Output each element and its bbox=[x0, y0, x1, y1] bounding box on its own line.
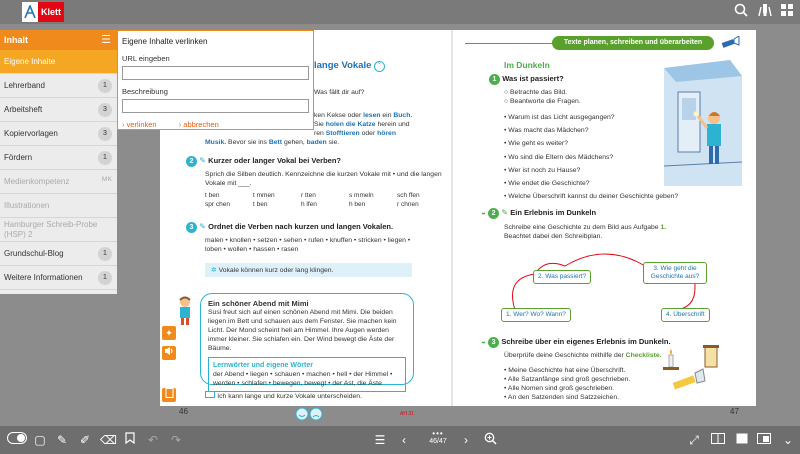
sidebar-item-label: Kopiervorlagen bbox=[4, 129, 58, 138]
menu-icon[interactable]: ☰ bbox=[101, 34, 111, 46]
undo-icon[interactable]: ↶ bbox=[147, 433, 159, 447]
klett-logo[interactable] bbox=[22, 2, 66, 22]
sidebar-item-label: Medienkompetenz bbox=[4, 177, 70, 186]
lernwoerter-box bbox=[208, 357, 406, 392]
fullscreen-icon[interactable]: ⤢ bbox=[689, 433, 699, 447]
right-task-3-text: Überprüfe deine Geschichte mithilfe der Checkliste. bbox=[504, 352, 662, 359]
url-label: URL eingeben bbox=[122, 54, 170, 63]
task-2-number: 2 bbox=[186, 156, 197, 167]
task-3-number: 3 bbox=[186, 222, 197, 233]
dark-room-illustration bbox=[660, 58, 745, 188]
right-task-3-number: 3 bbox=[488, 337, 499, 348]
count-badge: 1 bbox=[98, 247, 112, 261]
pencil-icon: ✎ bbox=[199, 156, 206, 165]
checklist-item: • Alle Nomen sind groß geschrieben. bbox=[504, 385, 615, 392]
plan-node-1: 1. Wer? Wo? Wann? bbox=[501, 308, 571, 322]
search-icon[interactable] bbox=[732, 3, 750, 21]
task-1-sub-2: ○ Beantworte die Fragen. bbox=[504, 98, 581, 105]
lernwoerter-title: Lernwörter und eigene Wörter bbox=[213, 362, 313, 369]
question-list bbox=[504, 111, 679, 203]
story-title: Ein schöner Abend mit Mimi bbox=[208, 299, 309, 308]
task-1-number: 1 bbox=[489, 74, 500, 85]
popup-actions bbox=[122, 120, 309, 129]
left-page-number: 46 bbox=[179, 407, 188, 416]
task-3-words: malen • knollen • setzen • sehen • rufen • knuffen • stricken • liegen • loben • wollen • hassen • rasen bbox=[205, 237, 411, 253]
task-1-title: Was ist passiert? bbox=[502, 74, 564, 83]
sidebar-item-label: Fördern bbox=[4, 153, 33, 162]
pencil-icon: ✎ bbox=[199, 222, 206, 231]
right-section-title: Im Dunkeln bbox=[504, 60, 550, 70]
banner-line bbox=[465, 43, 553, 44]
grid-icon[interactable] bbox=[778, 3, 796, 21]
count-badge: 3 bbox=[98, 127, 112, 141]
count-badge: 1 bbox=[98, 151, 112, 165]
klett-logo-text: Klett bbox=[38, 2, 64, 22]
question-item: • Warum ist das Licht ausgegangen? bbox=[504, 114, 615, 121]
sidebar-item-label: Weitere Informationen bbox=[4, 273, 83, 282]
tip-box bbox=[205, 263, 412, 277]
selfcheck-text: Ich kann lange und kurze Vokale unterscheiden. bbox=[217, 393, 362, 400]
selfcheck-row bbox=[205, 391, 445, 401]
audio-button[interactable] bbox=[162, 346, 176, 360]
sidebar-item-label: Illustrationen bbox=[4, 201, 50, 210]
sidebar-item-label: Eigene Inhalte bbox=[4, 57, 56, 66]
sidebar-header bbox=[0, 30, 117, 50]
task-2-word-grid bbox=[205, 192, 455, 208]
checklist-item: • Meine Geschichte hat eine Überschrift. bbox=[504, 367, 626, 374]
plan-node-2: 2. Was passiert? bbox=[533, 270, 591, 284]
right-task-2-title: Ein Erlebnis im Dunkeln bbox=[510, 208, 597, 217]
next-page-icon[interactable]: › bbox=[464, 433, 468, 447]
light-sources-illustration bbox=[655, 345, 745, 395]
lernwoerter-text: der Abend • liegen • schauen • machen • hell • der Himmel • werden • schlafen • bewegen, bewegt • der Ast, die Äste bbox=[213, 371, 393, 387]
count-badge: 3 bbox=[98, 103, 112, 117]
right-task-3-title: Schreibe über ein eigenes Erlebnis im Dunkeln. bbox=[501, 337, 671, 346]
story-text: Susi freut sich auf einen schönen Abend mit Mimi. Die beiden liegen im Bett und schauen aus dem Fenster. Sie machen kein Licht. Der Mond scheint hell am Himmel. Ihre Augen werden immer kleiner. Sie schlafen ein. Der Wind bewegt die Äste der Bäume. bbox=[208, 309, 397, 352]
question-item: • Welche Überschrift kannst du deiner Geschichte geben? bbox=[504, 193, 679, 201]
pen-icon[interactable]: ✎ bbox=[56, 433, 68, 447]
description-label: Beschreibung bbox=[122, 87, 168, 96]
redo-icon[interactable]: ↷ bbox=[170, 433, 182, 447]
sidebar-item-label: Lehrerband bbox=[4, 81, 45, 90]
left-task-2 bbox=[186, 156, 446, 167]
right-task-2-number: 2 bbox=[488, 208, 499, 219]
double-page-icon[interactable] bbox=[710, 432, 726, 448]
self-assessment-faces[interactable] bbox=[295, 407, 323, 423]
bookmark-icon[interactable] bbox=[122, 432, 138, 448]
list-icon[interactable]: ☰ bbox=[374, 433, 386, 447]
question-item: • Wie endet die Geschichte? bbox=[504, 180, 590, 188]
pair-icon: ◒ bbox=[481, 337, 486, 346]
single-page-icon[interactable] bbox=[734, 432, 750, 448]
url-input[interactable] bbox=[122, 66, 309, 80]
pair-icon: ◒ bbox=[481, 208, 486, 217]
book-spine bbox=[451, 30, 453, 406]
story-box bbox=[200, 293, 414, 385]
right-task-2 bbox=[481, 208, 721, 219]
layout-icon[interactable] bbox=[756, 432, 772, 448]
cancel-button[interactable]: › abbrechen bbox=[178, 120, 219, 129]
sidebar-item-foerdern[interactable] bbox=[0, 146, 117, 170]
right-task-1 bbox=[489, 74, 689, 85]
toggle-icon[interactable] bbox=[6, 432, 28, 448]
left-intro-paragraph: ken Kekse oder lesen ein Buch. Sie holen die Katze herein und ren Stofftieren oder hören bbox=[314, 112, 413, 137]
tip-text: Vokale können kurz oder lang klingen. bbox=[218, 267, 334, 274]
sidebar-item-hsp bbox=[0, 218, 117, 242]
sidebar-item-label: Hamburger Schreib-Probe (HSP) 2 bbox=[4, 220, 98, 239]
question-item: • Wie geht es weiter? bbox=[504, 140, 568, 148]
word-row-2: spr chen t ben h lfen h ben r chnen bbox=[205, 201, 419, 208]
girl-illustration bbox=[176, 296, 194, 326]
count-badge: 1 bbox=[98, 271, 112, 285]
checklist-item: • Alle Satzanfänge sind groß geschrieben. bbox=[504, 376, 631, 383]
question-item: • Wo sind die Eltern des Mädchens? bbox=[504, 153, 614, 161]
sidebar-item-illustrationen bbox=[0, 194, 117, 218]
question-item: • Was macht das Mädchen? bbox=[504, 127, 589, 135]
left-task-3 bbox=[186, 222, 446, 233]
content-sidebar bbox=[0, 30, 117, 294]
sidebar-item-eigene-inhalte[interactable] bbox=[0, 50, 117, 74]
count-badge: 1 bbox=[98, 79, 112, 93]
question-item: • Wer ist noch zu Hause? bbox=[504, 166, 581, 174]
page-indicator-text: 46/47 bbox=[429, 438, 447, 445]
plan-node-3: 3. Wie geht die Geschichte aus? bbox=[643, 262, 707, 284]
chapter-banner: Texte planen, schreiben und überarbeiten bbox=[552, 36, 714, 50]
sidebar-item-kopiervorlagen[interactable] bbox=[0, 122, 117, 146]
top-bar bbox=[0, 0, 800, 24]
sidebar-item-medienkompetenz bbox=[0, 170, 117, 194]
page-dots: ••• bbox=[432, 429, 444, 438]
checklist bbox=[504, 366, 664, 402]
writing-plan-diagram bbox=[495, 248, 725, 328]
right-page-number: 47 bbox=[730, 407, 739, 416]
description-input[interactable] bbox=[122, 99, 309, 113]
left-page-heading: lange Vokale ˘ bbox=[314, 60, 385, 72]
zoom-in-icon[interactable] bbox=[482, 432, 498, 448]
sidebar-item-weitere-informationen[interactable] bbox=[0, 266, 117, 290]
word-row-1: t ben t mmen r tten s mmeln sch ffen bbox=[205, 192, 420, 199]
document-button[interactable] bbox=[162, 388, 176, 402]
note-icon[interactable]: ▢ bbox=[34, 433, 46, 447]
klett-logo-mark bbox=[22, 2, 38, 22]
task-3-title: Ordnet die Verben nach kurzen und langen Vokalen. bbox=[208, 222, 394, 231]
collapse-chevron-icon[interactable]: ⌄ bbox=[782, 433, 794, 447]
bottom-toolbar bbox=[0, 426, 800, 454]
hint-button[interactable]: ✦ bbox=[162, 326, 176, 340]
eraser-icon[interactable]: ⌫ bbox=[100, 433, 117, 447]
checklist-item: • An den Satzenden sind Satzzeichen. bbox=[504, 394, 619, 401]
sidebar-title: Inhalt bbox=[4, 35, 28, 45]
link-button[interactable]: › verlinken bbox=[122, 120, 157, 129]
sidebar-item-grundschul-blog[interactable] bbox=[0, 242, 117, 266]
left-question-line: Was fällt dir auf? bbox=[314, 89, 365, 96]
sidebar-item-lehrerband[interactable] bbox=[0, 74, 117, 98]
pencil-icon: ✎ bbox=[501, 208, 509, 217]
link-content-popup bbox=[117, 30, 314, 130]
task-1-sub-1: ○ Betrachte das Bild. bbox=[504, 89, 568, 96]
mk-badge: MK bbox=[101, 176, 112, 183]
audio-smiley-icon[interactable]: ˘ bbox=[374, 61, 385, 72]
task-2-instructions: Sprich die Silben deutlich. Kennzeichne die kurzen Vokale mit • und die langen Vokale mit ___. bbox=[205, 171, 442, 187]
right-task-2-text: Schreibe eine Geschichte zu dem Bild aus Aufgabe 1. Beachtet dabei den Schreibplan. bbox=[504, 224, 667, 240]
task-2-title: Kurzer oder langer Vokal bei Verben? bbox=[208, 156, 341, 165]
page-indicator[interactable] bbox=[422, 429, 454, 445]
sidebar-item-label: Grundschul-Blog bbox=[4, 249, 64, 258]
sidebar-item-arbeitsheft[interactable] bbox=[0, 98, 117, 122]
marker-icon[interactable]: ✐ bbox=[79, 433, 91, 447]
left-intro-last-line: Musik. Bevor sie ins Bett gehen, baden sie. bbox=[205, 139, 340, 146]
workbook-code: AH 31 bbox=[400, 411, 414, 417]
popup-title: Eigene Inhalte verlinken bbox=[122, 37, 208, 46]
sidebar-item-label: Arbeitsheft bbox=[4, 105, 43, 114]
checkbox-icon[interactable] bbox=[205, 391, 215, 398]
sparkle-icon: ✲ bbox=[211, 267, 217, 274]
highlighter-icon[interactable] bbox=[756, 3, 774, 21]
previous-page-icon[interactable]: ‹ bbox=[402, 433, 406, 447]
flashlight-icon bbox=[718, 36, 740, 50]
plan-node-4: 4. Überschrift bbox=[661, 308, 710, 322]
